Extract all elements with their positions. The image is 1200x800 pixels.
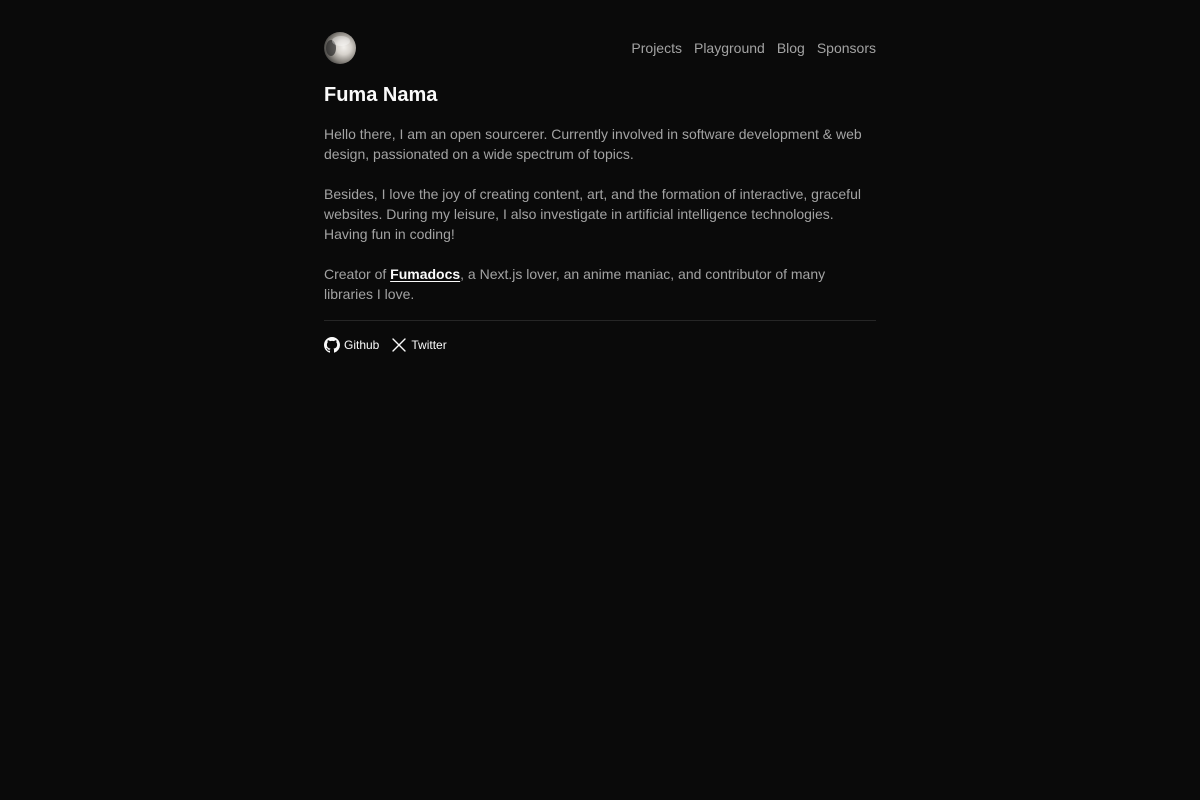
github-icon [324,337,340,353]
twitter-label: Twitter [411,338,447,352]
avatar[interactable] [324,32,356,64]
page-container [324,0,876,352]
x-icon [391,337,407,353]
bio-paragraph-3 [324,264,876,304]
bio-paragraph-1: Hello there, I am an open sourcerer. Currently involved in software development & web design, passionated on a wide spectrum of topics. [324,126,862,162]
divider [324,320,876,321]
bio-paragraph-2: Besides, I love the joy of creating content, art, and the formation of interactive, graceful websites. During my leisure, I also investigate in artificial intelligence technologies. Having fun in coding! [324,186,861,242]
page-title: Fuma Nama [324,84,438,106]
top-nav [631,38,876,58]
github-link[interactable] [324,336,379,354]
nav-item-sponsors[interactable]: Sponsors [816,40,876,56]
nav-item-playground[interactable]: Playground [693,40,765,56]
twitter-link[interactable] [391,336,446,354]
fumadocs-link[interactable]: Fumadocs [390,266,461,282]
bio-suffix: , a Next.js lover, an anime maniac, and contributor of many libraries I love. [324,266,826,302]
bio [324,124,876,324]
nav-item-projects[interactable]: Projects [631,40,682,56]
github-label: Github [344,338,380,352]
header [324,0,876,106]
bio-prefix: Creator of [324,266,391,282]
nav-item-blog[interactable]: Blog [776,40,805,56]
social-links [324,336,447,354]
